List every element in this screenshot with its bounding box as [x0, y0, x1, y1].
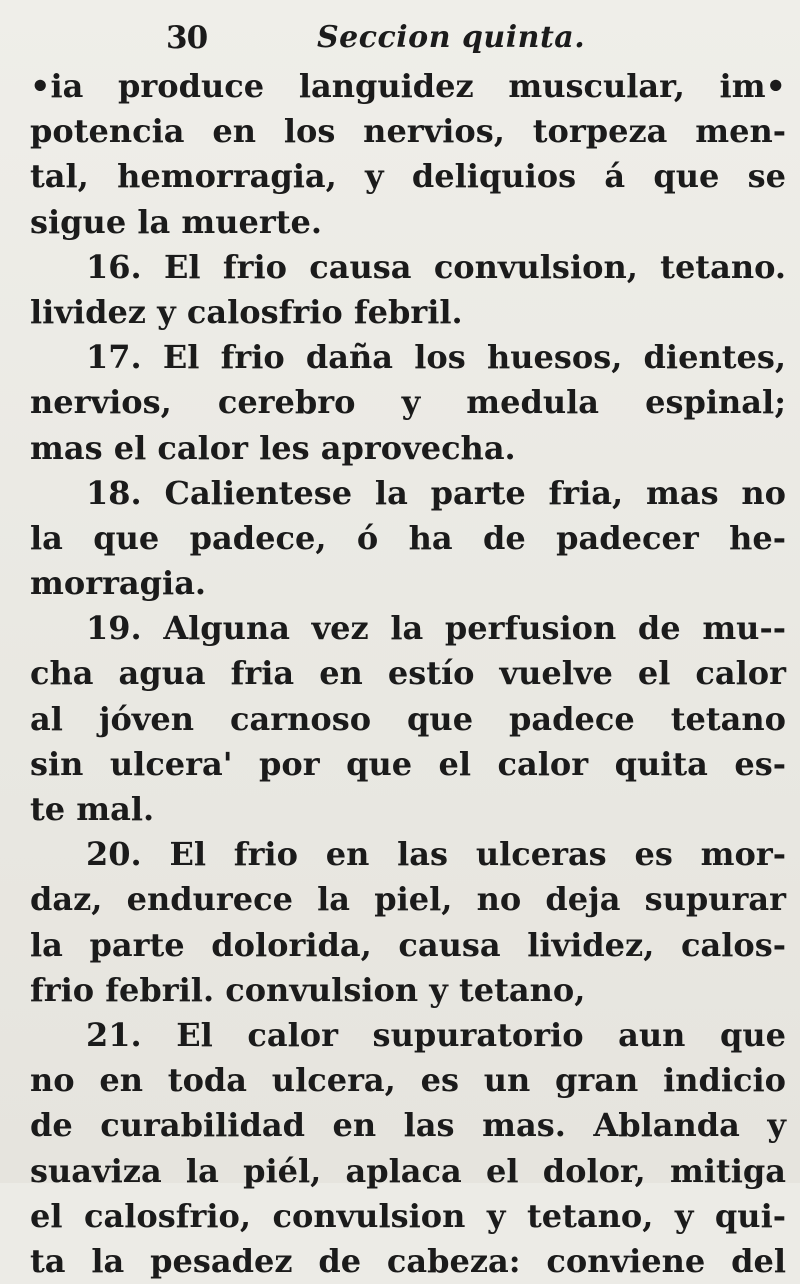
text-line: lividez y calosfrio febril.	[30, 292, 463, 331]
text-line: ta la pesadez de cabeza: conviene del	[30, 1241, 786, 1280]
text-line: 16. El frio causa convulsion, tetano.	[86, 247, 786, 286]
text-line: el calosfrio, convulsion y tetano, y qui-	[30, 1196, 786, 1235]
text-line: la parte dolorida, causa lividez, calos-	[30, 925, 786, 964]
text-line: sigue la muerte.	[30, 202, 322, 241]
text-line: 18. Calientese la parte fria, mas no	[86, 473, 786, 512]
section-title: Seccion quinta.	[317, 20, 586, 55]
text-line: mas el calor les aprovecha.	[30, 428, 516, 467]
text-line: 17. El frio daña los huesos, dientes,	[86, 338, 786, 377]
text-line: de curabilidad en las mas. Ablanda y	[30, 1106, 786, 1145]
text-line: no en toda ulcera, es un gran indicio	[30, 1061, 786, 1100]
text-line: 21. El calor supuratorio aun que	[86, 1015, 786, 1054]
text-line: la que padece, ó ha de padecer he-	[30, 518, 786, 557]
text-line: te mal.	[30, 790, 155, 828]
text-line: morragia.	[30, 564, 207, 603]
text-line: suaviza la piél, aplaca el dolor, mitiga	[30, 1151, 786, 1190]
text-line: al jóven carnoso que padece tetano	[30, 699, 786, 738]
text-line: 19. Alguna vez la perfusion de mu--	[86, 609, 786, 648]
text-line: cha agua fria en estío vuelve el calor	[30, 654, 786, 693]
text-line: frio febril. convulsion y tetano,	[30, 970, 586, 1009]
text-line: daz, endurece la piel, no deja supurar	[30, 880, 786, 919]
text-line: nervios, cerebro y medula espinal;	[30, 383, 786, 422]
text-line: tal, hemorragia, y deliquios á que se	[30, 157, 786, 196]
text-line: •ia produce languidez muscular, im•	[30, 67, 786, 105]
page-number: 30	[166, 20, 208, 56]
text-line: 20. El frio en las ulceras es mor-	[86, 835, 786, 874]
body-text	[30, 64, 786, 1284]
text-line: potencia en los nervios, torpeza men-	[30, 112, 786, 151]
text-line: sin ulcera' por que el calor quita es-	[30, 744, 786, 783]
running-head	[30, 16, 786, 64]
